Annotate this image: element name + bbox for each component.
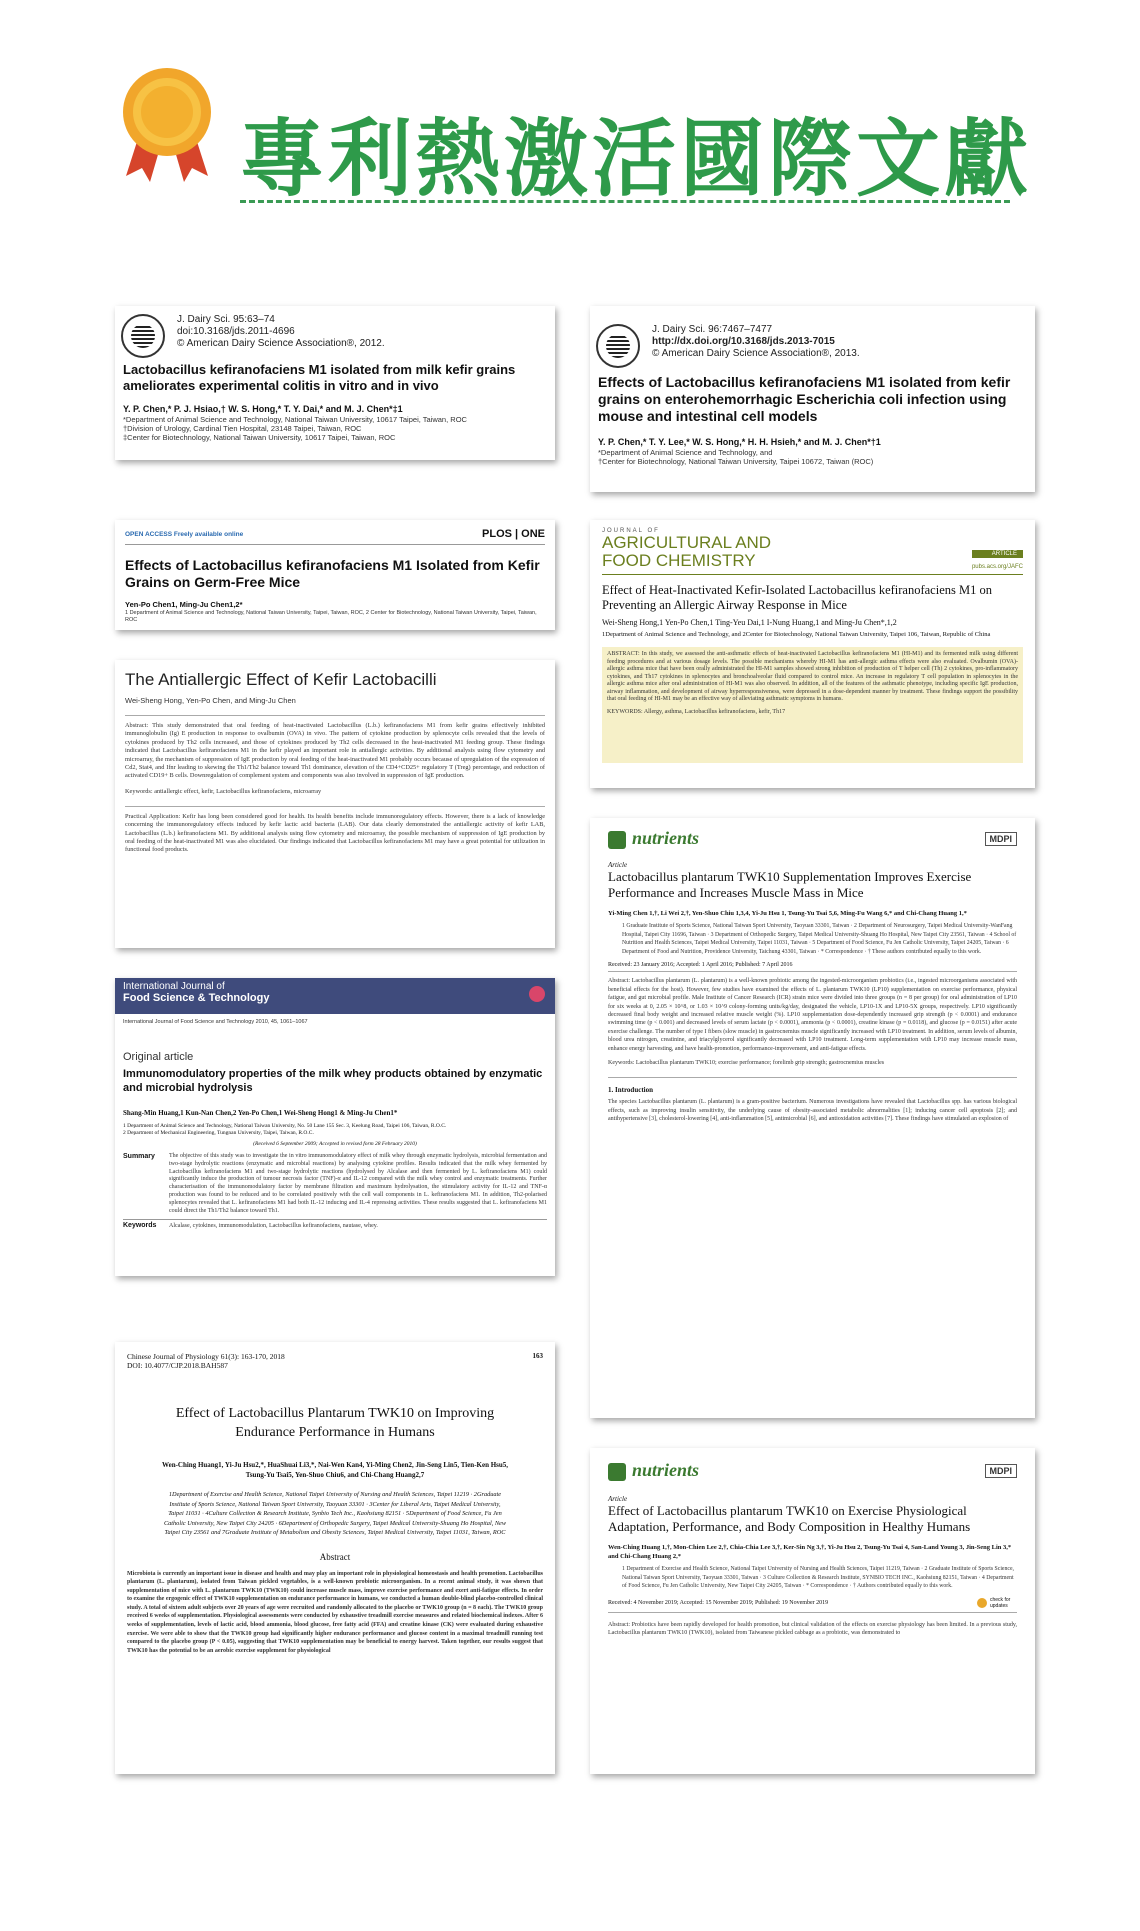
doi: DOI: 10.4077/CJP.2018.BAH587 (127, 1361, 228, 1370)
paper-card-jafc (590, 520, 1035, 788)
ijfst-logo: Food Science & Technology (123, 992, 270, 1004)
paper-card-dairy-2012 (115, 306, 555, 460)
keywords: Keywords: antiallergic effect, kefir, Lactobacillus kefiranofaciens, microarray (125, 787, 322, 795)
paper-authors: Wen-Ching Huang1, Yi-Ju Hsu2,*, HuaShuai Li3,*, Nai-Wen Kan4, Yi-Ming Chen2, Jin-Seng Lin5, Tien-Ken Hsu5, Tsung-Yu Tsai5, Yen-Shuo Chiu6, and Chi-Chang Huang2,7 (161, 1461, 509, 1479)
abstract-text: Abstract: This study demonstrated that oral feeding of heat-inactivated Lactobacillus (L.b.) kefiranofaciens M1 from kefir grains effectively inhibited immunoglobulin (Ig) E production in response to ovalbumin (OVA) in vivo. The pattern of cytokine production by splenocyte cells revealed that the levels of cytokines produced by Th2 cells increased, and those of cytokines produced by Th2 cells decreased in the heat-inactivated M1 feeding group. These findings indicated that Lactobacillus kefiranofaciens M1 in the kefir played an important role in antiallergic activities. By additional analysis using flow cytometry and microarray, the mechanism of suppression of IgE production by oral feeding of the heat-inactivated M1 probably occurs because of upregulation of the expression of Cd2, Stat4, and Ifnr leading to skewing the Th1/Th2 balance toward Th1 dominance, elevation of the CD4+CD25+ regulatory T (Treg) percentage, and reduction of activated CD19+ B cells. Downregulation of complement system and components was also involved in suppression of IgE production. (125, 722, 545, 780)
paper-card-cjp (115, 1342, 555, 1774)
check-for-updates-badge (977, 1597, 1017, 1609)
journal-seal-icon (596, 324, 640, 368)
affiliation: 1 Department of Animal Science and Technology, National Taiwan University, No. 50 Lane 155 Sec. 3, Keelung Road, Taipei 106, Taiwan, R.O.C. (123, 1123, 447, 1129)
paper-title: Lactobacillus plantarum TWK10 Supplementation Improves Exercise Performance and Increases Muscle Mass in Mice (608, 869, 972, 900)
journal-citation: J. Dairy Sci. 95:63–74 (177, 314, 275, 325)
copyright: © American Dairy Science Association®, 2012. (177, 338, 385, 349)
journal-reference: International Journal of Food Science and Technology 2010, 45, 1061–1067 (123, 1019, 308, 1025)
nutrients-logo-icon (608, 1463, 626, 1481)
keywords: KEYWORDS: Allergy, asthma, Lactobacillus kefiranofaciens, kefir, Th17 (607, 708, 786, 715)
abstract-text: Microbiota is currently an important issue in disease and health and may play an important role in physiological homeostasis and health promotion. Lactobacillus plantarum (L. plantarum), isolated from Taiwan pickled vegetables, is a well-known probiotic microorganism. In a recent animal study, it was shown that supplementation of mice with L. plantarum TWK10 (TWK10) could increase muscle mass, improve exercise performance and exert anti-fatigue effects. In order to examine the ergogenic effect of TWK10 supplementation on endurance performance in humans, we conducted a human double-blind placebo-controlled clinical study. A total of sixteen adult subjects over 20 years of age were recruited and randomly allocated to the placebo or TWK10 group (n = 8 each). The TWK10 group received 6 weeks of supplementation. Physiological assessments were conducted by exhaustive treadmill exercise measures and related biochemical indexes. After 6 weeks of supplementation, levels of lactic acid, blood ammonia, blood glucose, free fatty acid (FFA) and creatine kinase (CK) were evaluated during exhaustive exercise. We were able to show that the TWK10 group had significantly higher endurance performance and glucose content in a maximal treadmill running test compared to the placebo group (P < 0.05), suggesting that TWK10 supplementation may be beneficial to energy harvest. Taken together, our results suggest that TWK10 has the potential to be an aerobic exercise supplement for physiological (127, 1570, 543, 1654)
abstract-label: Abstract (319, 1551, 351, 1562)
affiliation: 2 Department of Mechanical Engineering, Tungnan University, Taipei, Taiwan, R.O.C. (123, 1130, 314, 1136)
article-badge: ARTICLE (972, 550, 1023, 558)
doi: http://dx.doi.org/10.3168/jds.2013-7015 (652, 336, 835, 347)
nutrients-logo-icon (608, 831, 626, 849)
open-access-label: OPEN ACCESS Freely available online (125, 530, 244, 538)
affiliation: †Center for Biotechnology, National Taiwan University, Taipei 10672, Taiwan (ROC) (598, 457, 874, 466)
intro-heading: 1. Introduction (608, 1086, 653, 1095)
affiliation: *Department of Animal Science and Technology, and (598, 448, 773, 457)
title-divider (240, 200, 1010, 203)
paper-card-nutrients-2016 (590, 818, 1035, 1418)
paper-authors: Wei-Sheng Hong,1 Yen-Po Chen,1 Ting-Yeu Dai,1 I-Nung Huang,1 and Ming-Ju Chen*,1,2 (602, 618, 897, 627)
paper-title: Effect of Lactobacillus plantarum TWK10 on Exercise Physiological Adaptation, Performance, and Body Composition in Healthy Humans (608, 1503, 971, 1534)
paper-title: Effect of Heat-Inactivated Kefir-Isolated Lactobacillus kefiranofaciens M1 on Preventing an Allergic Airway Response in Mice (602, 583, 992, 612)
keywords: Keywords: Lactobacillus plantarum TWK10; exercise performance; forelimb grip strength; gastrocnemius muscles (608, 1060, 885, 1067)
affiliation: 1 Department of Animal Science and Technology, National Taiwan University, Taipei, Taiwan, ROC, 2 Center for Biotechnology, National Taiwan University, Taipei, Taiwan, ROC (125, 610, 537, 623)
nutrients-logo: nutrients (632, 828, 700, 848)
journal-label-top: JOURNAL OF (602, 528, 660, 534)
page-number: 163 (532, 1352, 543, 1360)
received-date: Received: 4 November 2019; Accepted: 15 November 2019; Published: 19 November 2019 (608, 1599, 829, 1606)
keywords-label: Keywords (123, 1222, 157, 1230)
publisher-logo-icon (529, 986, 545, 1002)
paper-authors: Yi-Ming Chen 1,†, Li Wei 2,†, Yen-Shuo Chiu 1,3,4, Yi-Ju Hsu 1, Tsung-Yu Tsai 5,6, Ming-Fu Wang 6,* and Chi-Chang Huang 1,* (608, 910, 967, 917)
summary-label: Summary (123, 1153, 155, 1160)
journal-label-top: International Journal of (123, 981, 225, 992)
paper-title: Immunomodulatory properties of the milk whey products obtained by enzymatic and microbial hydrolysis (123, 1068, 543, 1094)
abstract-box (602, 647, 1023, 763)
paper-authors: Shang-Min Huang,1 Kun-Nan Chen,2 Yen-Po Chen,1 Wei-Sheng Hong1 & Ming-Ju Chen1* (123, 1109, 398, 1117)
paper-title: Effects of Lactobacillus kefiranofaciens M1 isolated from kefir grains on enterohemorrhagic Escherichia coli infection using mouse and intestinal cell models (598, 374, 1011, 424)
abstract-text: Abstract: Probiotics have been rapidly developed for health promotion, but clinical validation of the effects on exercise physiology has been limited. In a previous study, Lactobacillus plantarum TWK10 (TWK10), isolated from Taiwanese pickled cabbage as a probiotic, was demonstrated to (608, 1621, 1017, 1637)
affiliation: ‡Center for Biotechnology, National Taiwan University, 10617 Taipei, Taiwan, ROC (123, 433, 396, 442)
paper-card-dairy-2013 (590, 306, 1035, 492)
received-date: Received: 23 January 2016; Accepted: 1 April 2016; Published: 7 April 2016 (608, 962, 1017, 972)
intro-text: The species Lactobacillus plantarum (L. plantarum) is a gram-positive bacterium. Numerous investigations have revealed that Lactobacillus spp. has various biological effects, such as improving insulin sensitivity, the underlying cause of obesity-associated metabolic abnormalities [1]; inducing cancer cell apoptosis [2]; and antihypertensive [3], cholesterol-lowering [4], anti-inflammation [5], antimicrobial [6], and antioxidation activities [7]. These findings have stimulated an explosion of (608, 1099, 1017, 1123)
paper-authors: Y. P. Chen,* T. Y. Lee,* W. S. Hong,* H. H. Hsieh,* and M. J. Chen*†1 (598, 437, 881, 447)
received-date: (Received 6 September 2009; Accepted in revised form 28 February 2010) (253, 1141, 417, 1147)
paper-title: Lactobacillus kefiranofaciens M1 isolated from milk kefir grains ameliorates experimental colitis in vitro and in vivo (123, 362, 516, 393)
paper-authors: Yen-Po Chen1, Ming-Ju Chen1,2* (125, 600, 243, 609)
affiliation: 1 Graduate Institute of Sports Science, National Taiwan Sport University, Taoyuan 33301, Taiwan · 2 Department of Neurosurgery, Taipei Medical University-WanFang Hospital, Taipei City 11696, Taiwan · 3 Department of Orthopedic Surgery, Taipei Medical University-Shuang Ho Hospital, New Taipei City 23561, Taiwan · 4 School of Nutrition and Health Sciences, Taipei Medical University, Taipei 11031, Taiwan · 5 Department of Food Science, Fu Jen Catholic University, Taipei 24205, Taiwan · 6 Department of Food and Nutrition, Providence University, Taichung 43301, Taiwan · * Correspondence · † These authors contributed equally to this work. (622, 923, 1017, 955)
page-title: 專利熱激活國際文獻 (240, 110, 1033, 208)
paper-title: Effects of Lactobacillus kefiranofaciens M1 Isolated from Kefir Grains on Germ-Free Mice (125, 557, 540, 590)
nutrients-logo: nutrients (632, 1460, 700, 1480)
affiliation: †Division of Urology, Cardinal Tien Hospital, 23148 Taipei, Taiwan, ROC (123, 424, 362, 433)
summary-text: The objective of this study was to investigate the in vitro immunomodulatory effect of milk whey through enzymatic hydrolysis, microbial fermentation and two-stage hydrolytic reactions (enzymatic and microbial reactions) by analysing cytokine profiles. Results indicated that the milk whey fermented by Lactobacillus kefiranofaciens M1 and two-stage hydrolytic reactions (hydrolysed by Alcalase and then fermented by L. kefiranofaciens M1) could significantly induce the production of tumour necrosis factor (TNF)-α and IL-12 compared with the milk whey control and enzymatic treatments. Further characterisation of the immunomodulatory factor by membrane filtration and maximum hydrolysation, the stimulatory activity for IL-12 and TNF-α production was found to be reduced and to be correlated positively with the cell wall components in L. kefiranofaciens M1. In addition, Th2-polarised splenocytes revealed that L. kefiranofaciens M1 had both IL-12 inducing and IL-4 repressing activities. These results suggested that L. kefiranofaciens M1 could direct the Th1/Th2 balance toward Th1. (169, 1153, 547, 1214)
doi: doi:10.3168/jds.2011-4696 (177, 326, 295, 337)
paper-authors: Wen-Ching Huang 1,†, Mon-Chien Lee 2,†, Chia-Chia Lee 3,†, Ker-Sin Ng 3,†, Yi-Ju Hsu 2, Tsung-Yu Tsai 4, San-Land Young 3, Jin-Seng Lin 3,* and Chi-Chang Huang 2,* (608, 1544, 1012, 1560)
abstract-text: ABSTRACT: In this study, we assessed the anti-asthmatic effects of heat-inactivated Lactobacillus kefiranofaciens M1 (HI-M1) and its fermented milk using different feeding procedures and at various dosage levels. The possible mechanisms whereby HI-M1 has anti-allergic asthma effects were also evaluated. Ovalbumin (OVA)-allergic asthma mice that have been orally administrated the HI-M1 samples showed strong inhibition of production of T helper cell (Th) 2 cytokines, pro-inflammatory cytokines, and Th17 cytokines in splenocytes and bronchoalveolar fluid compared to control mice. An increase in regulatory T cell population in splenocytes in the allergic asthma mice after oral administration of HI-M1 was also observed. In addition, all of the features of the asthmatic phenotype, including specific IgE production, airway inflammation, and development of airway hyperresponsiveness, were depressed in a dose-dependent manner by treatment. These findings support the possibility that oral feeding of HI-M1 may be an effective way of alleviating asthmatic symptoms in humans. (607, 651, 1018, 702)
plos-one-logo: PLOS | ONE (482, 528, 545, 540)
mdpi-logo: MDPI (985, 1464, 1018, 1478)
paper-card-nutrients-2019 (590, 1448, 1035, 1774)
paper-card-ijfst (115, 978, 555, 1276)
journal-citation: Chinese Journal of Physiology 61(3): 163-170, 2018 (127, 1352, 285, 1361)
keywords: Alcalase, cytokines, immunomodulation, Lactobacillus kefiranofaciens, nautase, whey. (169, 1223, 378, 1230)
paper-card-antiallergic (115, 660, 555, 948)
journal-site: pubs.acs.org/JAFC (971, 564, 1023, 570)
journal-banner (115, 978, 555, 1014)
practical-application: Practical Application: Kefir has long been considered good for health. Its health benefits include immunoregulatory effects. However, there is a lack of knowledge concerning the immunoregulatory effects induced by kefir lactic acid bacteria (LAB). Our data clearly demonstrated the antiallergic activity of kefir LAB, Lactobacillus (L.b.) kefiranofaciens M1. By additional analysis using flow cytometry and microarray, the possible mechanism of suppression of IgE production by oral feeding of the heat-inactivated M1 was also elucidated. Our findings indicated that Lactobacillus kefiranofaciens M1 may have a great potential for utilization in functional food products. (125, 812, 545, 854)
abstract-text: Abstract: Lactobacillus plantarum (L. plantarum) is a well-known probiotic among the ingested-microorganism probiotics (i.e., ingested microorganisms associated with beneficial effects for the host). However, few studies have examined the effects of L. plantarum TWK10 (LP10) supplementation on exercise performance, physical fatigue, and gut microbial profile. Male Institute of Cancer Research (ICR) strain mice were divided into three groups (n = 8 per group) for oral administration of LP10 for six weeks at 0, 2.05 × 10^8, or 1.03 × 10^9 colony-forming units/kg/day, designated the vehicle, LP10-1X and LP10-5X groups, respectively. LP10 significantly decreased final body weight and increased relative muscle weight (%). LP10 supplementation dose-dependently increased grip strength (p < 0.0001) and endurance swimming time (p < 0.001) and decreased levels of serum lactate (p < 0.0001), ammonia (p < 0.0001), creatine kinase (p = 0.0118), and glucose (p = 0.0151) after acute exercise challenge. The number of type I fibers (slow muscle) in gastrocnemius muscle significantly increased with LP10 treatment. In addition, serum levels of albumin, blood urea nitrogen, creatinine, and triacylglycerol significantly decreased with LP10 treatment. Long-term supplementation with LP10 may increase muscle mass, enhance energy harvesting, and have health-promotion, performance-improvement, and anti-fatigue effects. (608, 978, 1017, 1052)
paper-title: Effect of Lactobacillus Plantarum TWK10 on Improving Endurance Performance in Humans (175, 1406, 495, 1440)
journal-citation: J. Dairy Sci. 96:7467–7477 (652, 324, 773, 335)
check-updates-icon (977, 1598, 987, 1608)
mdpi-logo: MDPI (985, 832, 1018, 846)
jafc-logo: AGRICULTURAL AND FOOD CHEMISTRY (602, 533, 772, 570)
article-type: Original article (123, 1051, 194, 1063)
award-medal-icon (112, 64, 222, 184)
article-type: Article (608, 861, 628, 869)
affiliation: 1Department of Animal Science and Technology, and 2Center for Biotechnology, National Taiwan University, Taipei 106, Taiwan, Republic of China (602, 631, 991, 638)
article-type: Article (608, 1495, 628, 1503)
copyright: © American Dairy Science Association®, 2013. (652, 348, 860, 359)
check-updates-label: check for updates (990, 1596, 1011, 1609)
paper-authors: Y. P. Chen,* P. J. Hsiao,† W. S. Hong,* T. Y. Dai,* and M. J. Chen*‡1 (123, 404, 403, 414)
paper-card-plos (115, 520, 555, 630)
affiliation: 1Department of Exercise and Health Science, National Taipei University of Nursing and Health Sciences, Taipei 11219 · 2Graduate Institute of Sports Science, National Taiwan Sport University, Taoyuan 33301 · 3Center for Liberal Arts, Taipei Medical University, Taipei 11031 · 4Culture Collection & Research Institute, Synbio Tech Inc., Kaohsiung 82151 · 5Department of Food Science, Fu Jen Catholic University, New Taipei City 24205 · 6Department of Orthopedic Surgery, Taipei Medical University-Shuang Ho Hospital, New Taipei City 23561 and 7Graduate Institute of Metabolism and Obesity Sciences, Taipei Medical University, Taipei 11031, Taiwan, ROC (163, 1491, 507, 1536)
affiliation: 1 Department of Exercise and Health Science, National Taipei University of Nursing and Health Sciences, Taipei 11219, Taiwan · 2 Graduate Institute of Sports Science, National Taiwan Sport University, Taoyuan 33301, Taiwan · 3 Culture Collection & Research Institute, SYNBIO TECH INC., Kaohsiung 82151, Taiwan · 4 Department of Food Science, Fu Jen Catholic University, New Taipei City 24205, Taiwan · * Correspondence · † Authors contributed equally to this work. (622, 1566, 1014, 1590)
affiliation: *Department of Animal Science and Technology, National Taiwan University, 10617 Taipei, Taiwan, ROC (123, 415, 467, 424)
paper-authors: Wei-Sheng Hong, Yen-Po Chen, and Ming-Ju Chen (125, 696, 296, 705)
paper-title: The Antiallergic Effect of Kefir Lactobacilli (125, 670, 437, 689)
journal-seal-icon (121, 314, 165, 358)
